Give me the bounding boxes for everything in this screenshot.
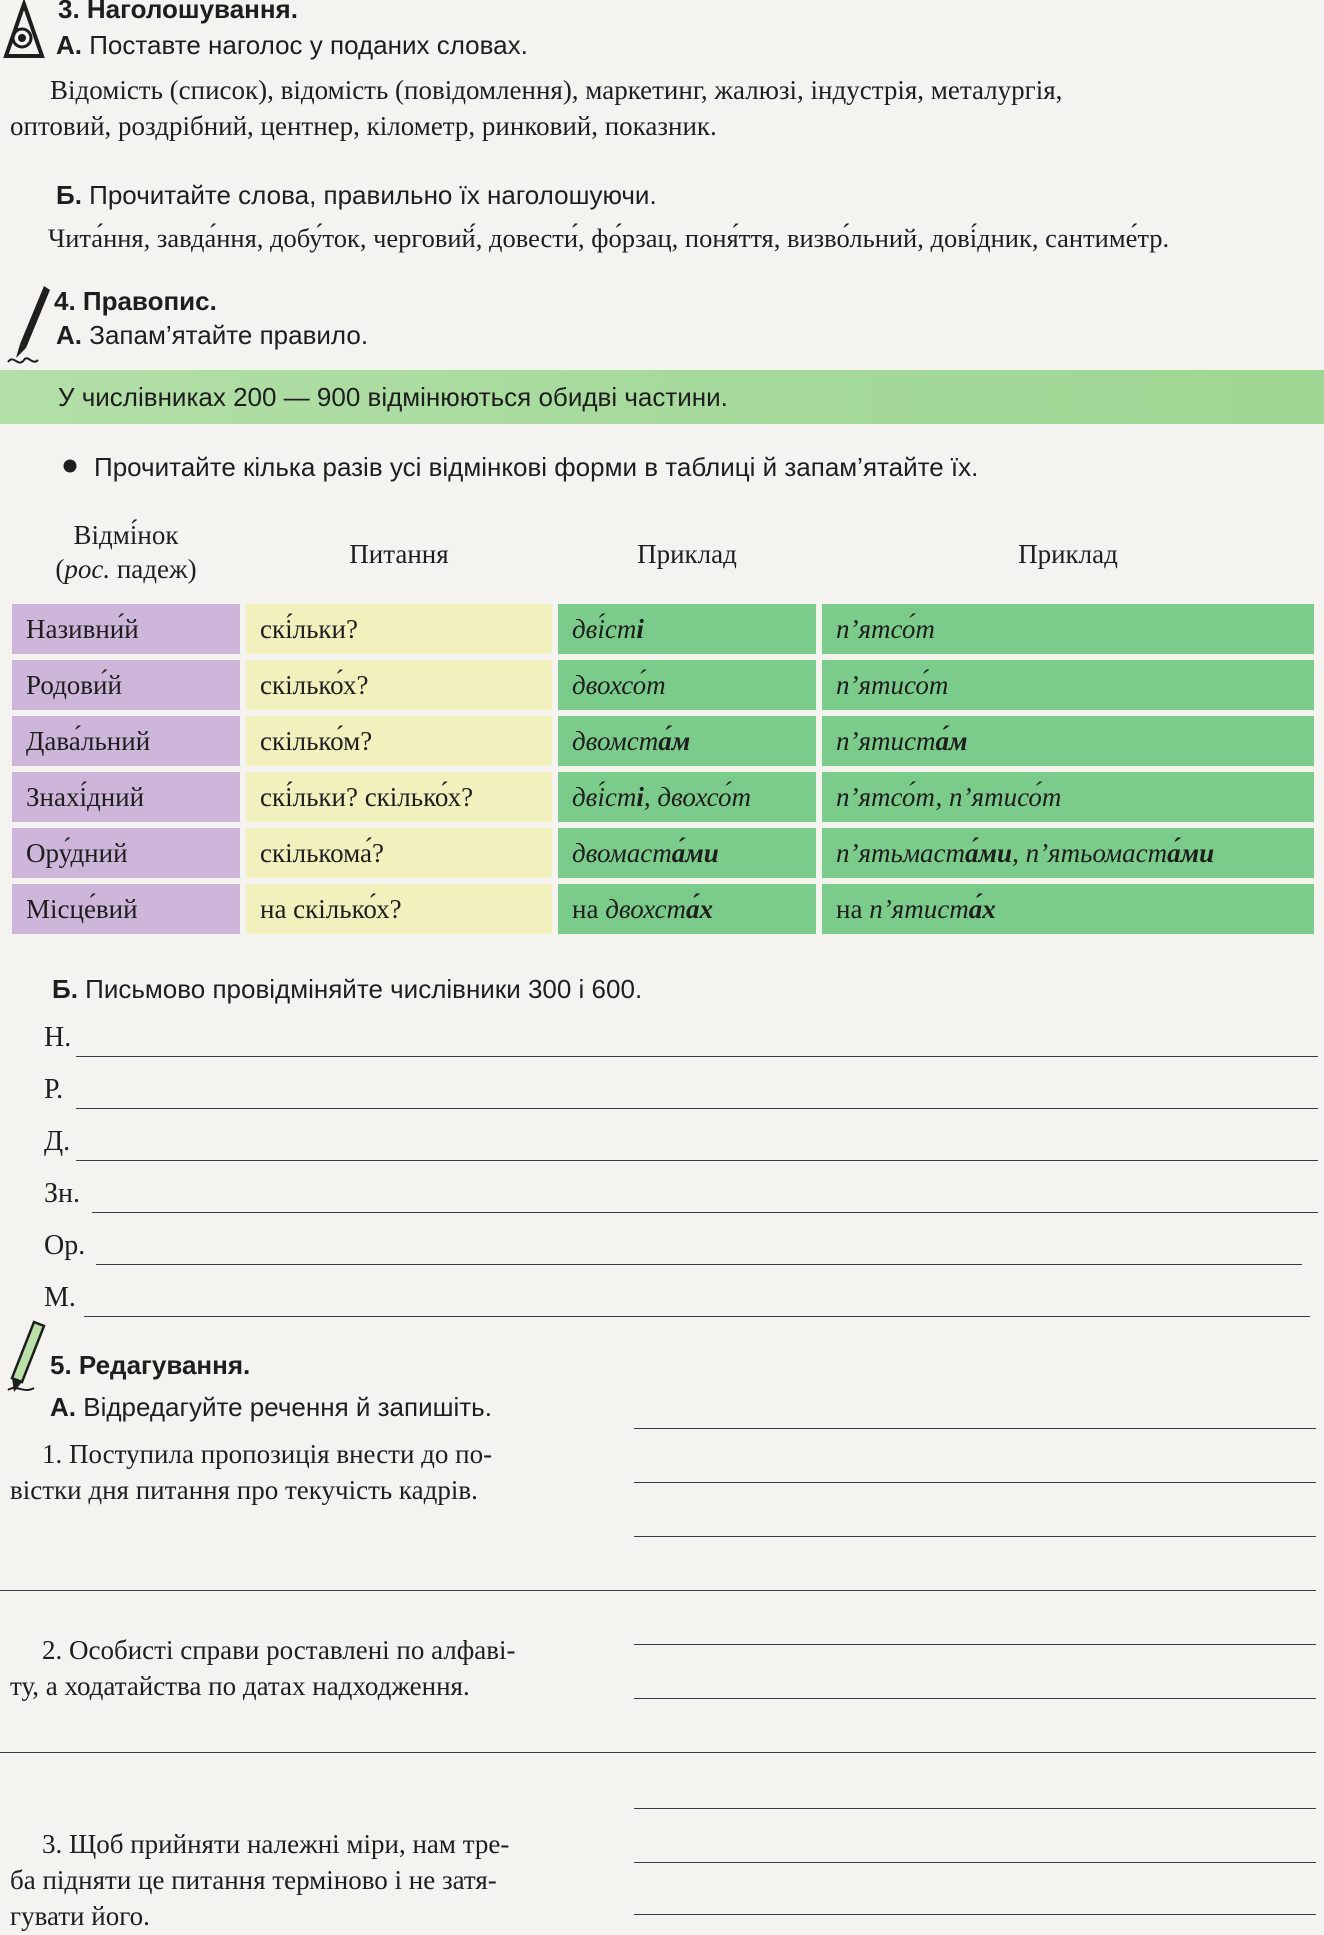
write-line-zn[interactable] — [92, 1212, 1318, 1213]
table-cell-question: скількома́? — [246, 828, 552, 878]
table-cell-example2: п’ятисо́т — [822, 660, 1314, 710]
task-text: Прочитайте слова, правильно їх наголошуючи. — [89, 180, 657, 210]
table-cell-question: на скілько́х? — [246, 884, 552, 934]
table-header-example2: Приклад — [1018, 539, 1118, 569]
table-cell-example2: п’ятсо́т, п’ятисо́т — [822, 772, 1314, 822]
bullet-icon — [62, 458, 78, 474]
answer-line[interactable] — [634, 1698, 1316, 1699]
table-cell-question: скілько́м? — [246, 716, 552, 766]
table-header-example1: Приклад — [637, 539, 737, 569]
header-case-italic: рос. — [64, 554, 111, 584]
sentence-2-line2: ту, а ходатайства по датах надходження. — [10, 1671, 470, 1701]
task-text: Поставте наголос у поданих словах. — [89, 30, 528, 60]
section5-heading: 5. Редагування. — [50, 1350, 251, 1380]
table-cell-case: Родови́й — [12, 660, 240, 710]
decline-label-or: Ор. — [44, 1230, 86, 1261]
task-label: А. — [50, 1392, 76, 1422]
decline-label-r: Р. — [44, 1074, 64, 1105]
answer-line[interactable] — [634, 1644, 1316, 1645]
answer-line[interactable] — [634, 1482, 1316, 1483]
table-cell-example1: двохсо́т — [558, 660, 816, 710]
table-cell-example1: дві́сті, двохсо́т — [558, 772, 816, 822]
stress-words-line1: Відомість (список), відомість (повідомлення), маркетинг, жалюзі, індустрія, металургія, — [50, 75, 1063, 105]
section3-task-a — [56, 30, 528, 61]
table-cell-case: Ору́дний — [12, 828, 240, 878]
write-line-m[interactable] — [84, 1316, 1310, 1317]
task-label: А. — [56, 30, 82, 60]
table-cell-example2: на п’ятиста́х — [822, 884, 1314, 934]
table-cell-question: скілько́х? — [246, 660, 552, 710]
section4-task-b — [52, 974, 642, 1005]
header-case-line1: Відмі́нок — [73, 520, 179, 550]
decline-label-zn: Зн. — [44, 1178, 81, 1209]
write-line-d[interactable] — [76, 1160, 1318, 1161]
sentence-1 — [10, 1436, 492, 1508]
answer-line[interactable] — [634, 1536, 1316, 1537]
write-line-r[interactable] — [76, 1108, 1318, 1109]
answer-line[interactable] — [634, 1862, 1316, 1863]
header-case-line2: (рос. падеж) — [55, 554, 197, 584]
decline-label-d: Д. — [44, 1126, 71, 1157]
table-cell-example2: п’ятиста́м — [822, 716, 1314, 766]
stress-triangle-icon — [0, 0, 48, 60]
sentence-1-line1: 1. Поступила пропозиція внести до по- — [42, 1439, 493, 1469]
table-header-case — [12, 518, 240, 586]
rule-text: У числівниках 200 — 900 відмінюються обидві частини. — [58, 382, 728, 412]
answer-line[interactable] — [0, 1590, 1316, 1591]
table-cell-case: Місце́вий — [12, 884, 240, 934]
section3-task-b — [56, 180, 657, 211]
task-label: Б. — [52, 974, 78, 1004]
answer-line[interactable] — [0, 1752, 1316, 1753]
answer-line[interactable] — [634, 1808, 1316, 1809]
rule-box — [0, 370, 1324, 424]
sentence-3-line3: гувати його. — [10, 1901, 150, 1931]
task-label: А. — [56, 320, 82, 350]
table-cell-question: скі́льки? скілько́х? — [246, 772, 552, 822]
table-cell-example1: дві́сті — [558, 604, 816, 654]
sentence-3-line2: ба підняти це питання терміново і не затя- — [10, 1865, 497, 1895]
sentence-2-line1: 2. Особисті справи роставлені по алфаві- — [42, 1635, 516, 1665]
table-cell-question: скі́льки? — [246, 604, 552, 654]
section4-task-a — [56, 320, 368, 351]
section4-heading: 4. Правопис. — [54, 286, 217, 316]
table-cell-example2: п’ятсо́т — [822, 604, 1314, 654]
pencil-icon — [4, 1318, 48, 1398]
section5-task-a — [50, 1392, 492, 1423]
table-header-question: Питання — [349, 539, 449, 569]
write-line-n[interactable] — [76, 1056, 1318, 1057]
task-text: Запам’ятайте правило. — [89, 320, 369, 350]
table-cell-example2: п’ятьмаста́ми, п’ятьомаста́ми — [822, 828, 1314, 878]
table-cell-example1: двомаста́ми — [558, 828, 816, 878]
task-label: Б. — [56, 180, 82, 210]
table-cell-example1: на двохста́х — [558, 884, 816, 934]
section3-heading: 3. Наголошування. — [58, 0, 298, 24]
task-text: Відредагуйте речення й запишіть. — [83, 1392, 492, 1422]
stressed-words: Чита́ння, завда́ння, добу́ток, черговий́, довести́, фо́рзац, поня́ття, визво́льний, дові́дник, сантиме́тр. — [48, 223, 1170, 253]
decline-label-m: М. — [44, 1282, 76, 1313]
table-instruction: Прочитайте кілька разів усі відмінкові форми в таблиці й запам’ятайте їх. — [94, 452, 979, 482]
decline-label-n: Н. — [44, 1022, 72, 1053]
task-text: Письмово провідміняйте числівники 300 і 600. — [85, 974, 643, 1004]
sentence-1-line2: вістки дня питання про текучість кадрів. — [10, 1475, 478, 1505]
answer-line[interactable] — [634, 1428, 1316, 1429]
sentence-2 — [10, 1632, 516, 1704]
table-cell-case: Називни́й — [12, 604, 240, 654]
sentence-3 — [10, 1826, 509, 1934]
pen-icon — [4, 282, 54, 372]
table-cell-case: Дава́льний — [12, 716, 240, 766]
write-line-or[interactable] — [96, 1264, 1302, 1265]
stress-words-line2: оптовий, роздрібний, центнер, кілометр, ринковий, показник. — [10, 111, 717, 141]
header-case-rest: падеж) — [116, 554, 197, 584]
table-cell-case: Знахі́дний — [12, 772, 240, 822]
answer-line[interactable] — [634, 1914, 1316, 1915]
table-cell-example1: двомста́м — [558, 716, 816, 766]
sentence-3-line1: 3. Щоб прийняти належні міри, нам тре- — [42, 1829, 510, 1859]
